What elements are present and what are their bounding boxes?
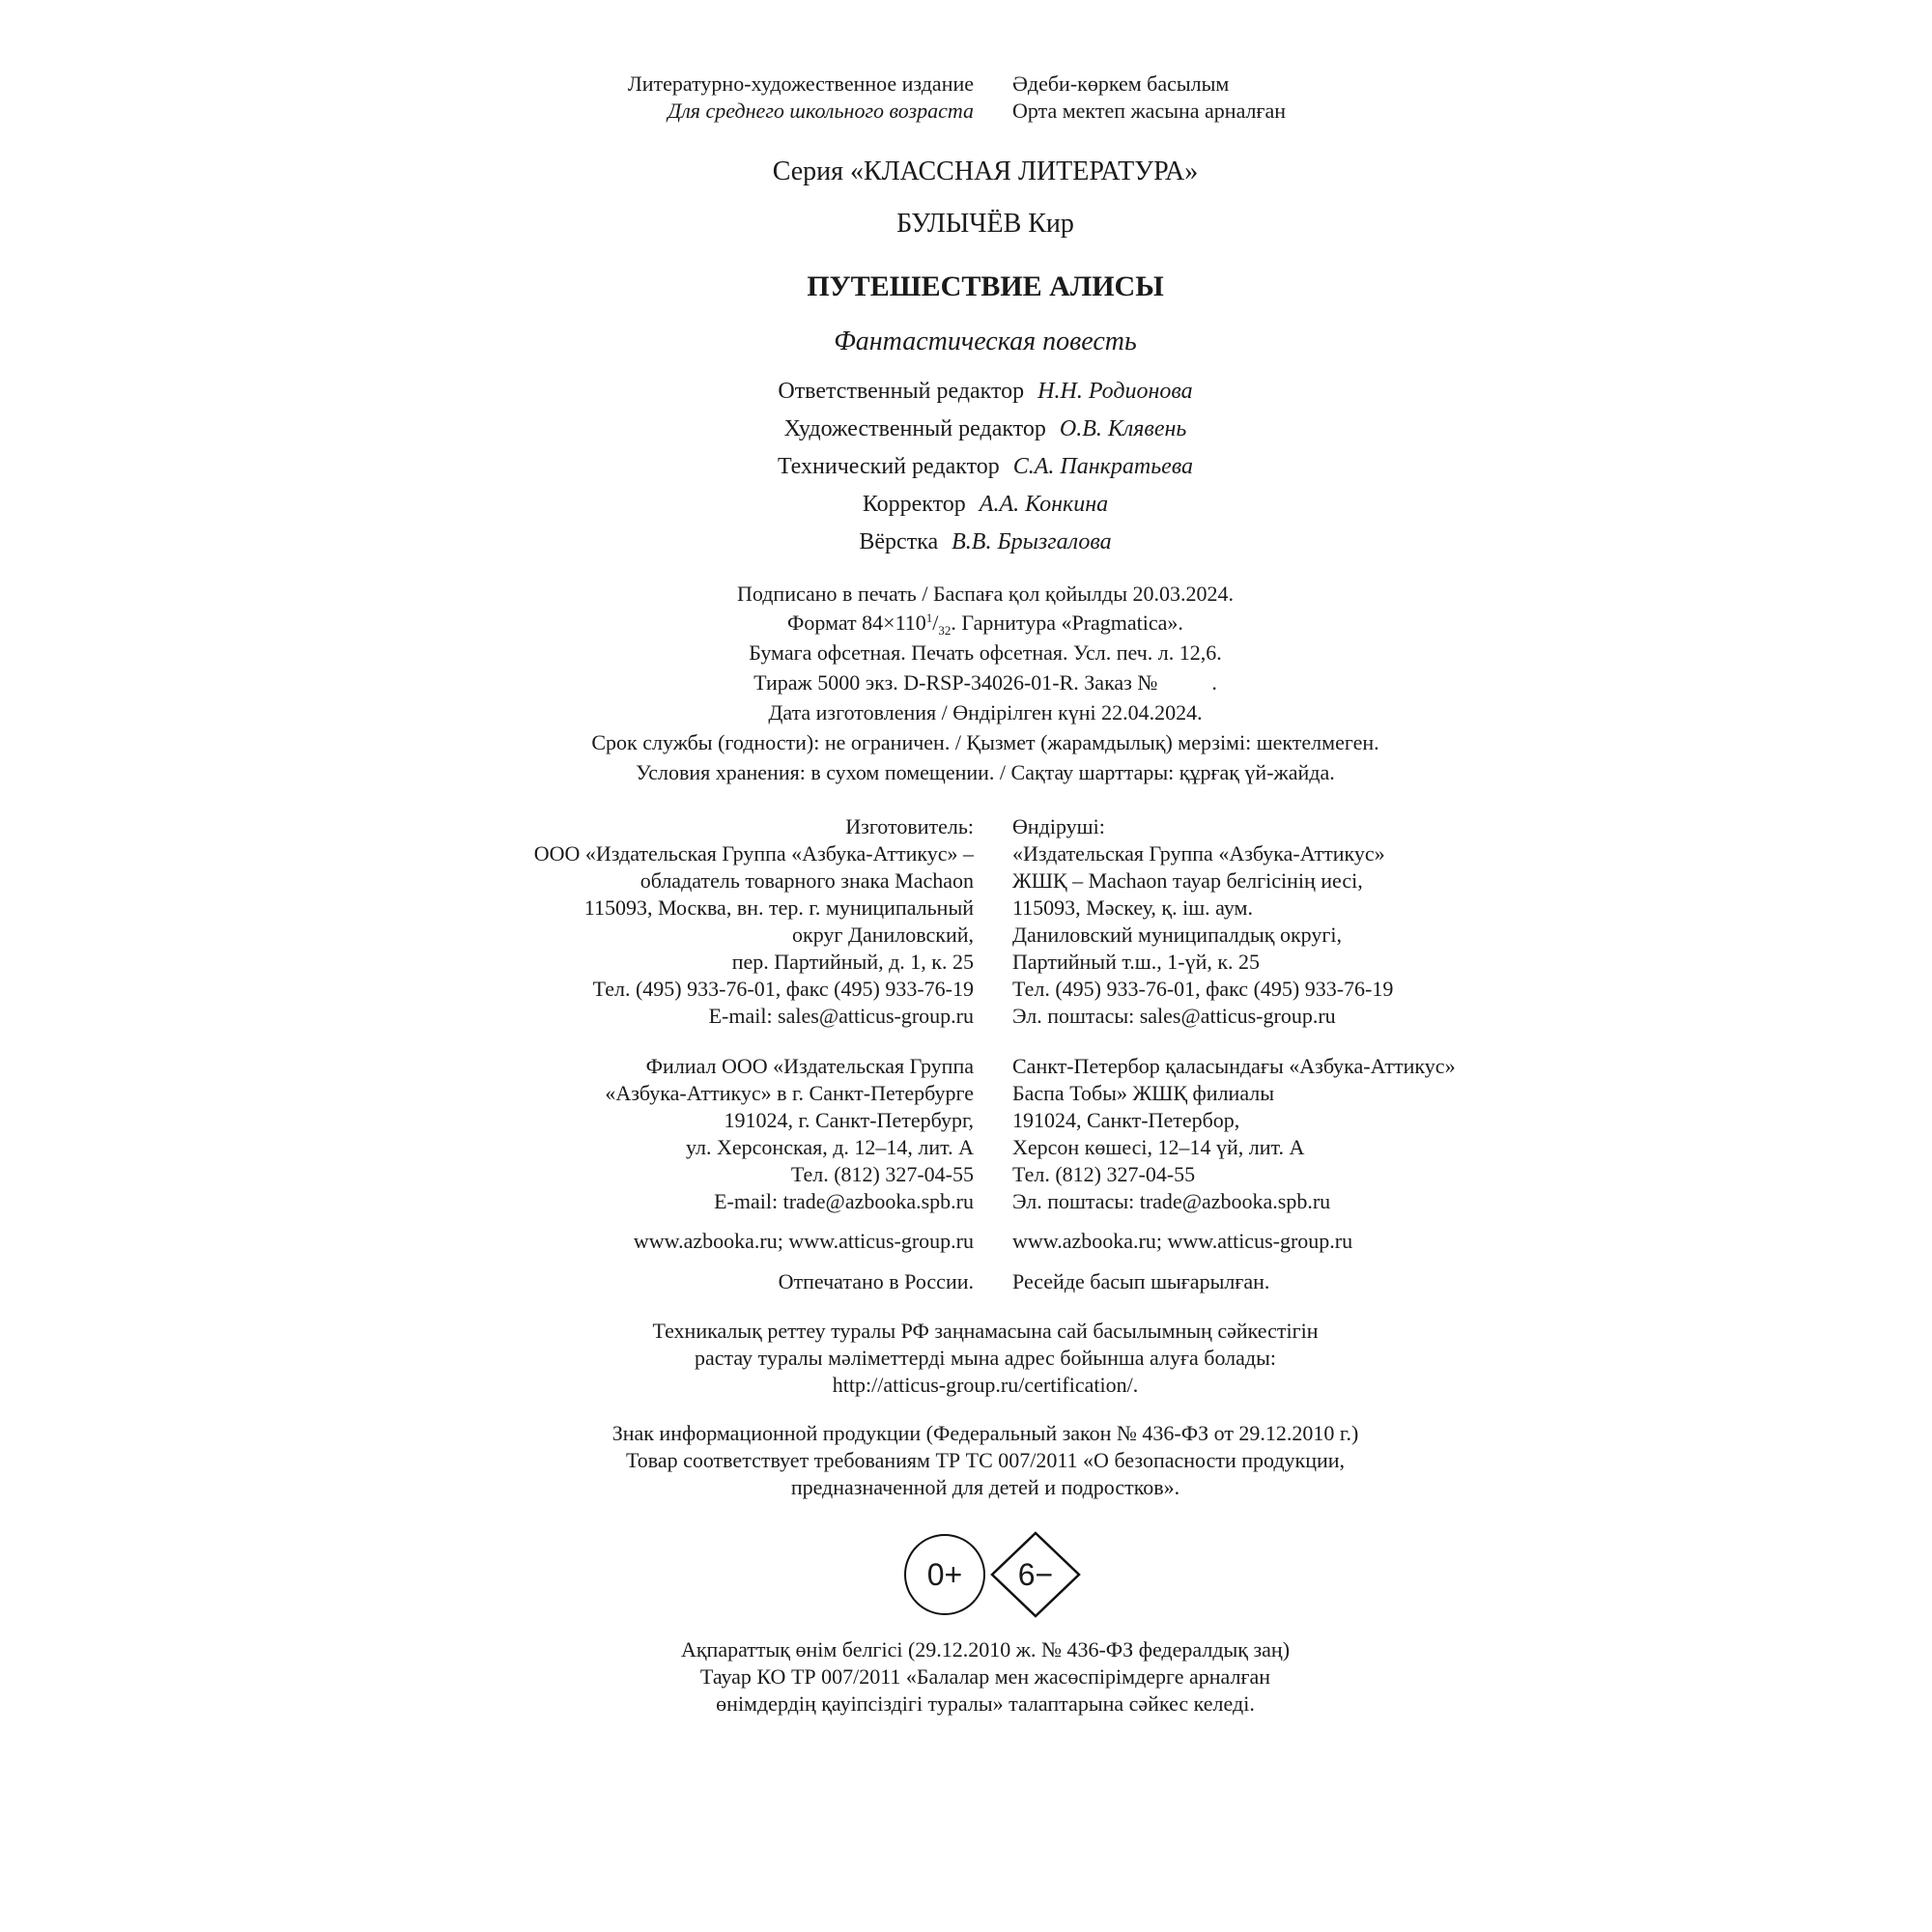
credit-line [0, 492, 1932, 518]
printed-ru: Отпечатано в России. [778, 1269, 974, 1293]
branch-kz [1012, 1053, 1456, 1215]
credit-name: О.В. Клявень [1059, 416, 1187, 441]
manufacturer-kz-line: Партийный т.ш., 1-үй, к. 25 [1012, 950, 1261, 974]
manufacturer-kz-line: Тел. (495) 933-76-01, факс (495) 933-76-19 [1012, 977, 1394, 1001]
credit-name: С.А. Панкратьева [1012, 454, 1194, 479]
credit-name: А.А. Конкина [979, 492, 1109, 517]
header-kz-line1: Әдеби-көркем басылым [1012, 71, 1230, 96]
header-ru-line1: Литературно-художественное издание [627, 71, 974, 96]
book-title: ПУТЕШЕСТВИЕ АЛИСЫ [807, 270, 1164, 302]
manufacturer-ru-line: ООО «Издательская Группа «Азбука-Аттикус» – [533, 841, 974, 866]
manufacturer-kz-line: «Издательская Группа «Азбука-Аттикус» [1012, 841, 1385, 866]
print-circulation [0, 670, 1932, 696]
credit-role: Вёрстка [859, 529, 939, 554]
header-ru-line2: Для среднего школьного возраста [668, 99, 974, 123]
credit-role: Корректор [862, 492, 966, 517]
printed-kz: Ресейде басып шығарылған. [1012, 1269, 1270, 1293]
credit-line [0, 454, 1932, 480]
credit-role: Технический редактор [777, 454, 1000, 479]
info-sign-kz [0, 1636, 1932, 1718]
web-kz: www.azbooka.ru; www.atticus-group.ru [1012, 1229, 1353, 1253]
info-sign-ru [0, 1420, 1932, 1501]
branch-ru-line: Тел. (812) 327-04-55 [790, 1162, 974, 1186]
branch-kz-line: 191024, Санкт-Петербор, [1012, 1108, 1240, 1132]
certification-line: http://atticus-group.ru/certification/. [832, 1373, 1139, 1397]
credit-line [0, 416, 1932, 442]
series-line: Серия «КЛАССНАЯ ЛИТЕРАТУРА» [772, 156, 1199, 186]
format-numerator: 1 [925, 611, 933, 625]
info-sign-ru-line: предназначенной для детей и подростков». [790, 1475, 1180, 1499]
manufacturer-ru-line: обладатель товарного знака Machaon [639, 868, 974, 893]
certification-line: Техникалық реттеу туралы РФ заңнамасына сай басылымның сәйкестігін [652, 1319, 1319, 1343]
branch-ru-line: 191024, г. Санкт-Петербург, [724, 1108, 974, 1132]
branch-kz-line: Санкт-Петербор қаласындағы «Азбука-Аттикус» [1012, 1054, 1456, 1078]
print-made: Дата изготовления / Өндірілген күні 22.04.2024. [768, 700, 1203, 724]
info-sign-ru-line: Товар соответствует требованиям ТР ТС 007/2011 «О безопасности продукции, [625, 1448, 1346, 1472]
manufacturer-ru-line: Изготовитель: [845, 814, 974, 838]
manufacturer-kz-line: 115093, Мәскеу, қ. іш. аум. [1012, 895, 1253, 920]
manufacturer-kz-line: Даниловский муниципалдық округі, [1012, 923, 1342, 947]
manufacturer-kz [1012, 813, 1393, 1030]
format-text: Формат 84×110 [787, 611, 926, 635]
print-paper: Бумага офсетная. Печать офсетная. Усл. печ. л. 12,6. [749, 640, 1222, 665]
diamond-badge-text: 6− [1017, 1556, 1054, 1592]
certification-line: растау туралы мәліметтерді мына адрес бойынша алуға болады: [694, 1346, 1277, 1370]
manufacturer-kz-line: ЖШҚ – Machaon тауар белгісінің иесі, [1012, 868, 1363, 893]
credit-line [0, 379, 1932, 405]
genre-line: Фантастическая повесть [834, 327, 1137, 356]
print-format: Формат $84\times 110^1/_{32}$. Гарнитура «Pragmatica». [787, 611, 1183, 638]
info-sign-ru-line: Знак информационной продукции (Федеральный закон № 436-ФЗ от 29.12.2010 г.) [611, 1421, 1359, 1445]
info-sign-kz-line: Тауар КО ТР 007/2011 «Балалар мен жасөспірімдерге арналған [699, 1664, 1271, 1689]
format-font: . Гарнитура «Pragmatica». [951, 611, 1183, 635]
branch-ru-line: Филиал ООО «Издательская Группа [645, 1054, 974, 1078]
manufacturer-ru-line: 115093, Москва, вн. тер. г. муниципальный [583, 895, 974, 920]
print-signed: Подписано в печать / Баспаға қол қойылды 20.03.2024. [736, 582, 1235, 606]
branch-ru-line: E-mail: trade@azbooka.spb.ru [714, 1189, 974, 1213]
credit-line [0, 529, 1932, 555]
format-denominator: 32 [938, 623, 952, 638]
credit-role: Ответственный редактор [778, 379, 1025, 404]
age-rating-text: 0+ [926, 1556, 963, 1592]
print-storage: Условия хранения: в сухом помещении. / Сақтау шарттары: құрғақ үй-жайда. [636, 760, 1335, 784]
info-sign-kz-line: өнімдердің қауіпсіздігі туралы» талаптарына сәйкес келеді. [716, 1691, 1255, 1716]
branch-kz-line: Тел. (812) 327-04-55 [1012, 1162, 1196, 1186]
branch-ru-line: ул. Херсонская, д. 12–14, лит. А [686, 1135, 974, 1159]
credit-role: Художественный редактор [783, 416, 1046, 441]
certification-block [0, 1318, 1932, 1399]
branch-kz-line: Баспа Тобы» ЖШҚ филиалы [1012, 1081, 1275, 1105]
print-shelf: Срок службы (годности): не ограничен. / Қызмет (жарамдылық) мерзімі: шектелмеген. [591, 730, 1379, 754]
manufacturer-ru-line: Тел. (495) 933-76-01, факс (495) 933-76-19 [592, 977, 974, 1001]
branch-kz-line: Херсон көшесі, 12–14 үй, лит. А [1012, 1135, 1305, 1159]
manufacturer-ru-line: E-mail: sales@atticus-group.ru [708, 1004, 974, 1028]
manufacturer-kz-line: Эл. поштасы: sales@atticus-group.ru [1012, 1004, 1336, 1028]
age-rating-badge [904, 1534, 985, 1615]
manufacturer-ru-line: пер. Партийный, д. 1, к. 25 [731, 950, 974, 974]
branch-ru [605, 1053, 974, 1215]
credit-name: Н.Н. Родионова [1037, 379, 1193, 404]
header-kz-line2: Орта мектеп жасына арналған [1012, 99, 1287, 123]
web-ru: www.azbooka.ru; www.atticus-group.ru [633, 1229, 974, 1253]
manufacturer-kz-line: Өндіруші: [1012, 814, 1105, 838]
branch-ru-line: «Азбука-Аттикус» в г. Санкт-Петербурге [605, 1081, 974, 1105]
diamond-badge [989, 1530, 1082, 1619]
credit-name: В.В. Брызгалова [952, 529, 1112, 554]
circulation-text: Тираж 5000 экз. D-RSP-34026-01-R. Заказ № [753, 670, 1158, 695]
author-line: БУЛЫЧЁВ Кир [896, 209, 1074, 239]
manufacturer-ru-line: округ Даниловский, [792, 923, 974, 947]
info-sign-kz-line: Ақпараттық өнім белгісі (29.12.2010 ж. № 436-ФЗ федералдық заң) [680, 1637, 1291, 1662]
manufacturer-ru [534, 813, 974, 1030]
circulation-end: . [1211, 670, 1217, 695]
branch-kz-line: Эл. поштасы: trade@azbooka.spb.ru [1012, 1189, 1331, 1213]
